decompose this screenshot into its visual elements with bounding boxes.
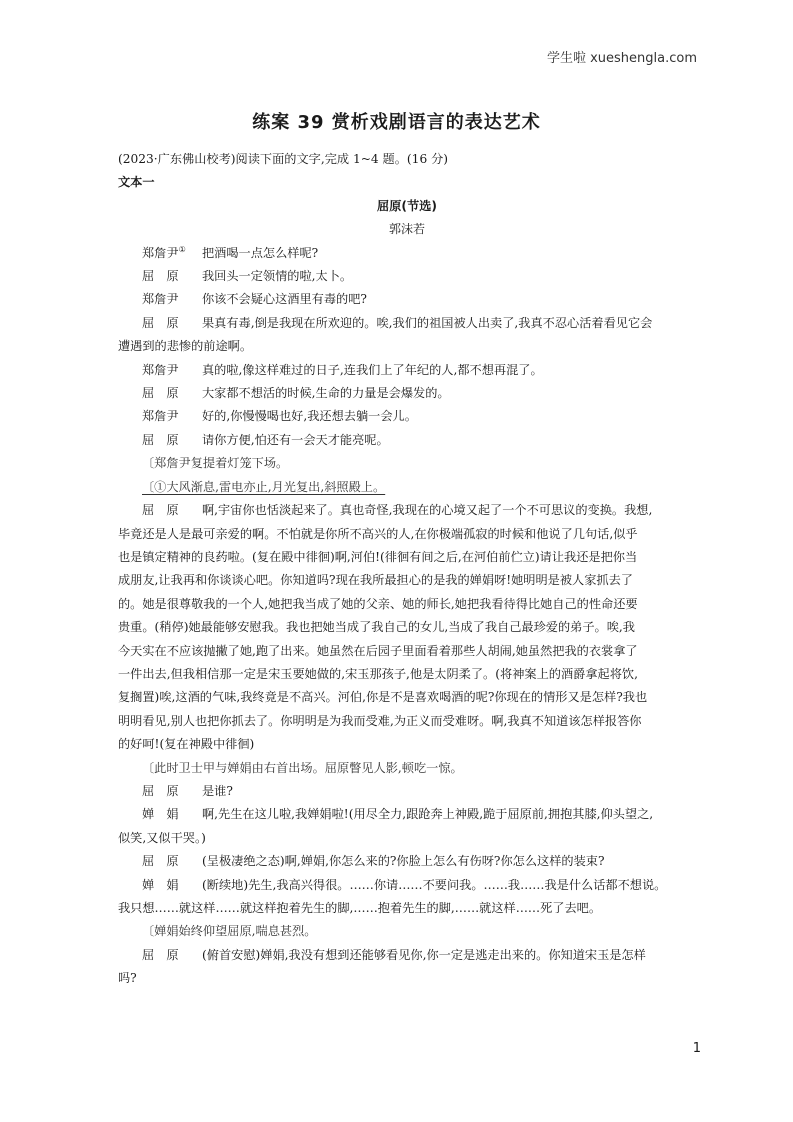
speech: 大家都不想活的时候,生命的力量是会爆发的。 [202,386,450,401]
speaker: 婵 娟 [142,877,179,892]
speech-continuation: 毕竟还是人是最可亲爱的啊。不怕就是你所不高兴的人,在你极端孤寂的时候和他说了几句话,似乎 [118,526,638,541]
speech: 啊,宇宙你也恬淡起来了。真也奇怪,我现在的心境又起了一个不可思议的变换。我想, [202,503,653,518]
speech-continuation: 的好呵!(复在神殿中徘徊) [118,737,255,752]
dialogue-line [118,382,696,405]
speaker: 屈 原 [142,269,179,284]
play-title: 屈原(节选) [377,198,437,213]
stage-direction: 〔此时卫士甲与婵娟由右首出场。屈原瞥见人影,顿吃一惊。 [142,760,463,775]
dialogue-line [118,242,696,265]
speech: 我回头一定领情的啦,太卜。 [202,269,353,284]
speech: 把酒喝一点怎么样呢? [202,245,319,260]
stage-direction: 〔婵娟始终仰望屈原,喘息甚烈。 [142,924,317,939]
speech: 你该不会疑心这酒里有毒的吧? [202,292,367,307]
speaker: 屈 原 [142,503,179,518]
speech: 果真有毒,倒是我现在所欢迎的。唉,我们的祖国被人出卖了,我真不忍心活着看见它会 [202,315,653,330]
stage-direction: 〔郑詹尹复提着灯笼下场。 [142,456,289,471]
dialogue-line [118,359,696,382]
speech-continuation: 明明看见,别人也把你抓去了。你明明是为我而受难,为正义而受难呀。啊,我真不知道该怎样报答你 [118,713,642,728]
document-body [118,148,696,991]
speech: 啊,先生在这儿啦,我婵娟啦!(用尽全力,跟跄奔上神殿,跪于屈原前,拥抱其膝,仰头望之, [202,807,654,822]
dialogue-line [118,803,696,826]
author: 郭沫若 [388,222,425,237]
footnote-mark: ① [178,244,186,254]
speaker: 郑詹尹 [142,292,179,307]
stage-direction-underlined: 〔①大风渐息,雷电亦止,月光复出,斜照殿上。 [142,479,386,494]
speech: (呈极凄绝之态)啊,婵娟,你怎么来的?你脸上怎么有伤呀?你怎么这样的装束? [202,854,605,869]
speech: (俯首安慰)婵娟,我没有想到还能够看见你,你一定是逃走出来的。你知道宋玉是怎样 [202,947,646,962]
dialogue-block-3 [118,944,696,991]
speaker: 屈 原 [142,386,179,401]
speech-continuation: 今天实在不应该抛撇了她,跑了出来。她虽然在后园子里面看着那些人胡闹,她虽然把我的衣裳拿了 [118,643,638,658]
page-title: 练案 39 赏析戏剧语言的表达艺术 [252,112,541,133]
speech-continuation: 贵重。(稍停)她最能够安慰我。我也把她当成了我自己的女儿,当成了我自己最珍爱的弟子。唉,我 [118,620,635,635]
speech-continuation: 吗? [118,971,137,986]
speech: 请你方便,怕还有一会天才能亮呢。 [202,432,389,447]
speech-continuation: 成朋友,让我再和你谈谈心吧。你知道吗?现在我所最担心的是我的婵娟呀!她明明是被人家抓去了 [118,573,633,588]
page-number: 1 [692,1041,701,1056]
section-label: 文本一 [118,175,155,190]
speech-continuation: 我只想……就这样……就这样抱着先生的脚,……抱着先生的脚,……就这样……死了去吧。 [118,901,602,915]
speaker: 郑詹尹① [142,244,186,260]
dialogue-block-1 [118,242,696,453]
dialogue-line [118,429,696,452]
speech: 是谁? [202,783,233,798]
speaker: 郑詹尹 [142,409,179,424]
instruction: (2023·广东佛山校考)阅读下面的文字,完成 1~4 题。(16 分) [118,152,449,166]
dialogue-block-2 [118,780,696,920]
dialogue-line [118,874,696,897]
speaker: 屈 原 [142,854,179,869]
speaker: 屈 原 [142,315,179,330]
speech-continuation: 复搁置)唉,这酒的气味,我终竟是不高兴。河伯,你是不是喜欢喝酒的呢?你现在的情形又是怎样?我也 [118,690,648,705]
dialogue-line [118,499,696,522]
speaker: 屈 原 [142,432,179,447]
speech: (断续地)先生,我高兴得很。……你请……不要问我。……我……我是什么话都不想说。 [202,877,667,892]
speech-continuation: 似笑,又似干哭。) [118,830,206,845]
dialogue-line [118,780,696,803]
long-speech [118,499,696,756]
speech: 好的,你慢慢喝也好,我还想去躺一会儿。 [202,409,417,424]
speech-continuation: 遭遇到的悲惨的前途啊。 [118,339,253,354]
speaker: 屈 原 [142,947,179,962]
speech: 真的啦,像这样难过的日子,连我们上了年纪的人,都不想再混了。 [202,362,543,377]
dialogue-line [118,312,696,335]
dialogue-line [118,265,696,288]
dialogue-line [118,944,696,967]
site-watermark: 学生啦 xueshengla.com [546,51,697,66]
dialogue-line [118,288,696,311]
dialogue-line [118,405,696,428]
speaker: 婵 娟 [142,807,179,822]
speech-continuation: 也是镇定精神的良药啦。(复在殿中徘徊)啊,河伯!(徘徊有间之后,在河伯前伫立)请让我还是把你当 [118,549,638,564]
speaker: 郑詹尹 [142,362,179,377]
dialogue-line [118,850,696,873]
speech-continuation: 的。她是很尊敬我的一个人,她把我当成了她的父亲、她的师长,她把我看待得比她自己的性命还要 [118,596,638,611]
speaker: 屈 原 [142,783,179,798]
speech-continuation: 一件出去,但我相信那一定是宋玉要她做的,宋玉那孩子,他是太阴柔了。(将神案上的酒爵拿起将饮, [118,666,638,681]
